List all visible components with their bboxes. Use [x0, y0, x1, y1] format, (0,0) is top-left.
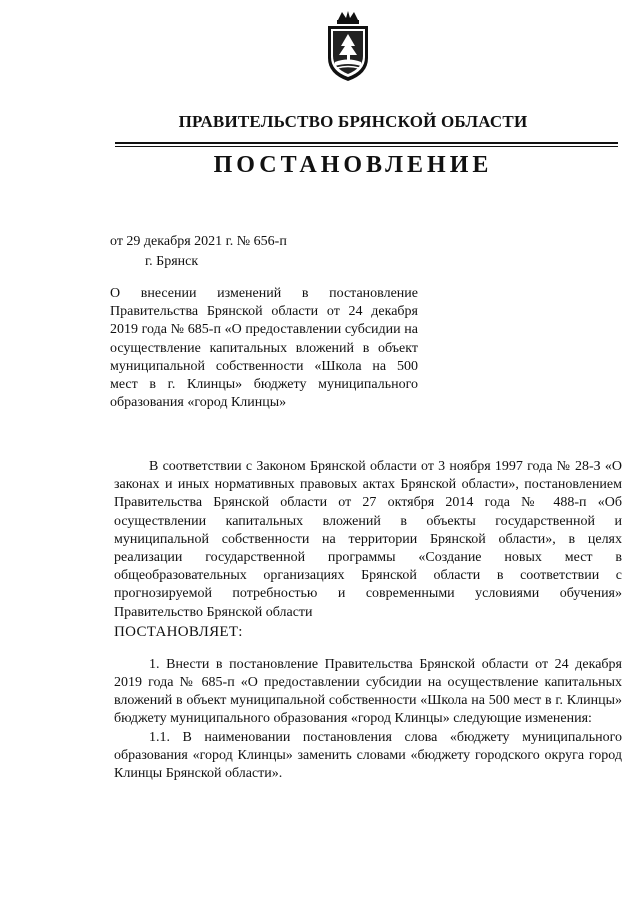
document-city: г. Брянск [145, 254, 199, 269]
document-body [114, 458, 622, 783]
item-1-paragraph: 1. Внести в постановление Правительства Брянской области от 24 декабря 2019 года № 685-п «О предоставлении субсидии на осуществление капитальных вложений в объект муниципальной собственности «Школа на 500 мест в г. Клинцы» бюджету муниципального образования «город Клинцы» следующие изменения: [114, 656, 622, 727]
government-name: ПРАВИТЕЛЬСТВО БРЯНСКОЙ ОБЛАСТИ [178, 112, 528, 131]
item-1-1-paragraph: 1.1. В наименовании постановления слова «бюджету муниципального образования «город Клинцы» заменить словами «бюджету городского округа город Клинцы Брянской области». [114, 729, 622, 782]
header-rule-thin [115, 146, 618, 147]
document-date-number: от 29 декабря 2021 г. № 656-п [110, 234, 287, 249]
header-rule-thick [115, 142, 618, 144]
bryansk-coat-of-arms-icon [322, 10, 374, 82]
decree-word: ПОСТАНОВЛЯЕТ: [114, 623, 243, 640]
document-type: ПОСТАНОВЛЕНИЕ [213, 152, 493, 178]
document-subject: О внесении изменений в постановление Правительства Брянской области от 24 декабря 2019 года № 685-п «О предоставлении субсидии на осуществление капитальных вложений в объект муниципальной собственности «Школа на 500 мест в г. Клинцы» бюджету муниципального образования «город Клинцы» [110, 286, 418, 411]
preamble-paragraph: В соответствии с Законом Брянской области от 3 ноября 1997 года № 28-З «О законах и иных нормативных правовых актах Брянской области», постановлением Правительства Брянской области от 27 октября 2014 года № 488-п «Об осуществлении капитальных вложений в объекты государственной и муниципальной собственности на территории Брянской области», в целях реализации государственной программы «Создание новых мест в общеобразовательных организациях Брянской области в соответствии с прогнозируемой потребностью и современными условиями обучения» Правительство Брянской области [114, 459, 622, 620]
